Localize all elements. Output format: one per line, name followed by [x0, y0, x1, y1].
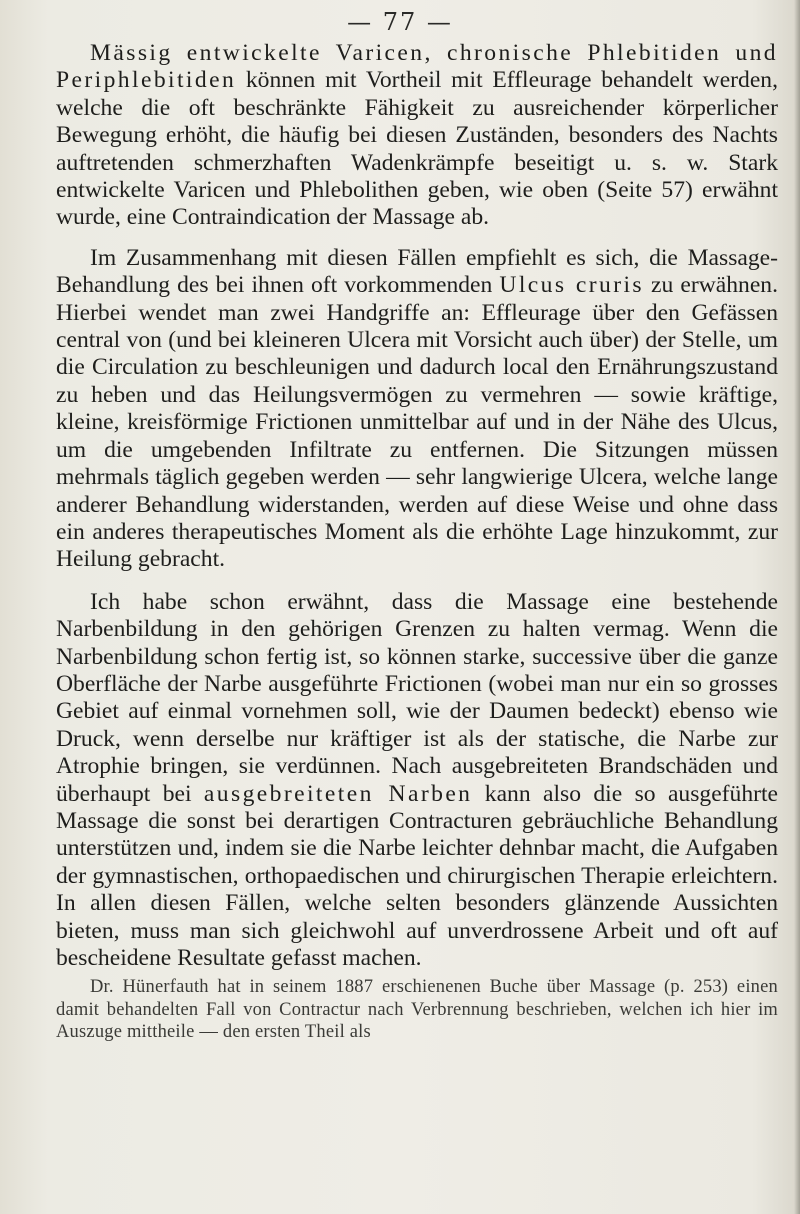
paragraph-text: können mit Vortheil mit Effleurage behandelt werden, welche die oft beschränkte Fähigkeit zu ausreichender körperlicher Bewegung erhöht, die häufig bei diesen Zuständen, besonders des Nachts auftretenden schmerzhaften Wadenkrämpfe beseitigt u. s. w. Stark entwickelte Varicen und Phlebolithen geben, wie oben (Seite 57) erwähnt wurde, eine Contraindication der Massage ab. — [56, 67, 778, 231]
page-number: — 77 — — [347, 8, 453, 36]
paragraph-varicen — [56, 40, 778, 232]
paragraph-text: zu erwähnen. Hierbei wendet man zwei Handgriffe an: Effleurage über den Gefässen central von (und bei kleineren Ulcera mit Vorsicht auch über) der Stelle, um die Circulation zu beschleunigen und dadurch local den Ernährungszustand zu heben und das Heilungsvermögen zu vermehren — sowie kräftige, kleine, kreisförmige Frictionen unmittelbar auf und in der Nähe des Ulcus, um die umgebenden Infiltrate zu entfernen. Die Sitzungen müssen mehrmals täglich gegeben werden — sehr langwierige Ulcera, welche lange anderer Behandlung widerstanden, werden auf diese Weise und ohne dass ein anderes therapeutisches Moment als die erhöhte Lage hinzukommt, zur Heilung gebracht. — [56, 272, 778, 573]
spaced-lead-varicen: Mässig entwickelte Varicen, chronische Phlebitiden und Periphlebitiden — [56, 40, 778, 94]
body-text — [56, 40, 778, 1044]
page-edge-shadow — [794, 0, 800, 1214]
paragraph-text: Im Zusammenhang mit diesen Fällen empfiehlt es sich, die Massage-Behandlung des bei ihnen oft vorkommenden — [56, 244, 778, 299]
spaced-term-ulcus-cruris: Ulcus cruris — [499, 272, 644, 299]
paragraph-narben — [56, 589, 778, 973]
footnote-huenerfauth: Dr. Hünerfauth hat in seinem 1887 erschienenen Buche über Massage (p. 253) einen damit behandelten Fall von Contractur nach Verbrennung beschrieben, welchen ich hier im Auszuge mittheile — den ersten Theil als — [56, 977, 778, 1043]
paragraph-text: kann also die so ausgeführte Massage die sonst bei derartigen Contracturen gebräuchliche Behandlung unterstützen und, indem sie die Narbe leichter dehnbar macht, die Aufgaben der gymnastischen, orthopaedischen und chirurgischen Therapie erleichtern. In allen diesen Fällen, welche selten besonders glänzende Aussichten bieten, muss man sich gleichwohl auf unverdrossene Arbeit und oft auf bescheidene Resultate gefasst machen. — [56, 780, 779, 971]
paragraph-text: Ich habe schon erwähnt, dass die Massage eine bestehende Narbenbildung in den gehörigen Grenzen zu halten vermag. Wenn die Narbenbildung schon fertig ist, so können starke, successive über die ganze Oberfläche der Narbe ausgeführte Frictionen (wobei man nur ein so grosses Gebiet auf einmal vornehmen soll, wie der Daumen bedeckt) ebenso wie Druck, wenn derselbe nur kräftiger ist als der statische, die Narbe zur Atrophie bringen, sie verdünnen. Nach ausgebreiteten Brandschäden und überhaupt bei — [56, 588, 778, 807]
paragraph-ulcus-cruris — [56, 245, 778, 574]
spaced-term-narben: ausgebreiteten Narben — [203, 780, 473, 807]
